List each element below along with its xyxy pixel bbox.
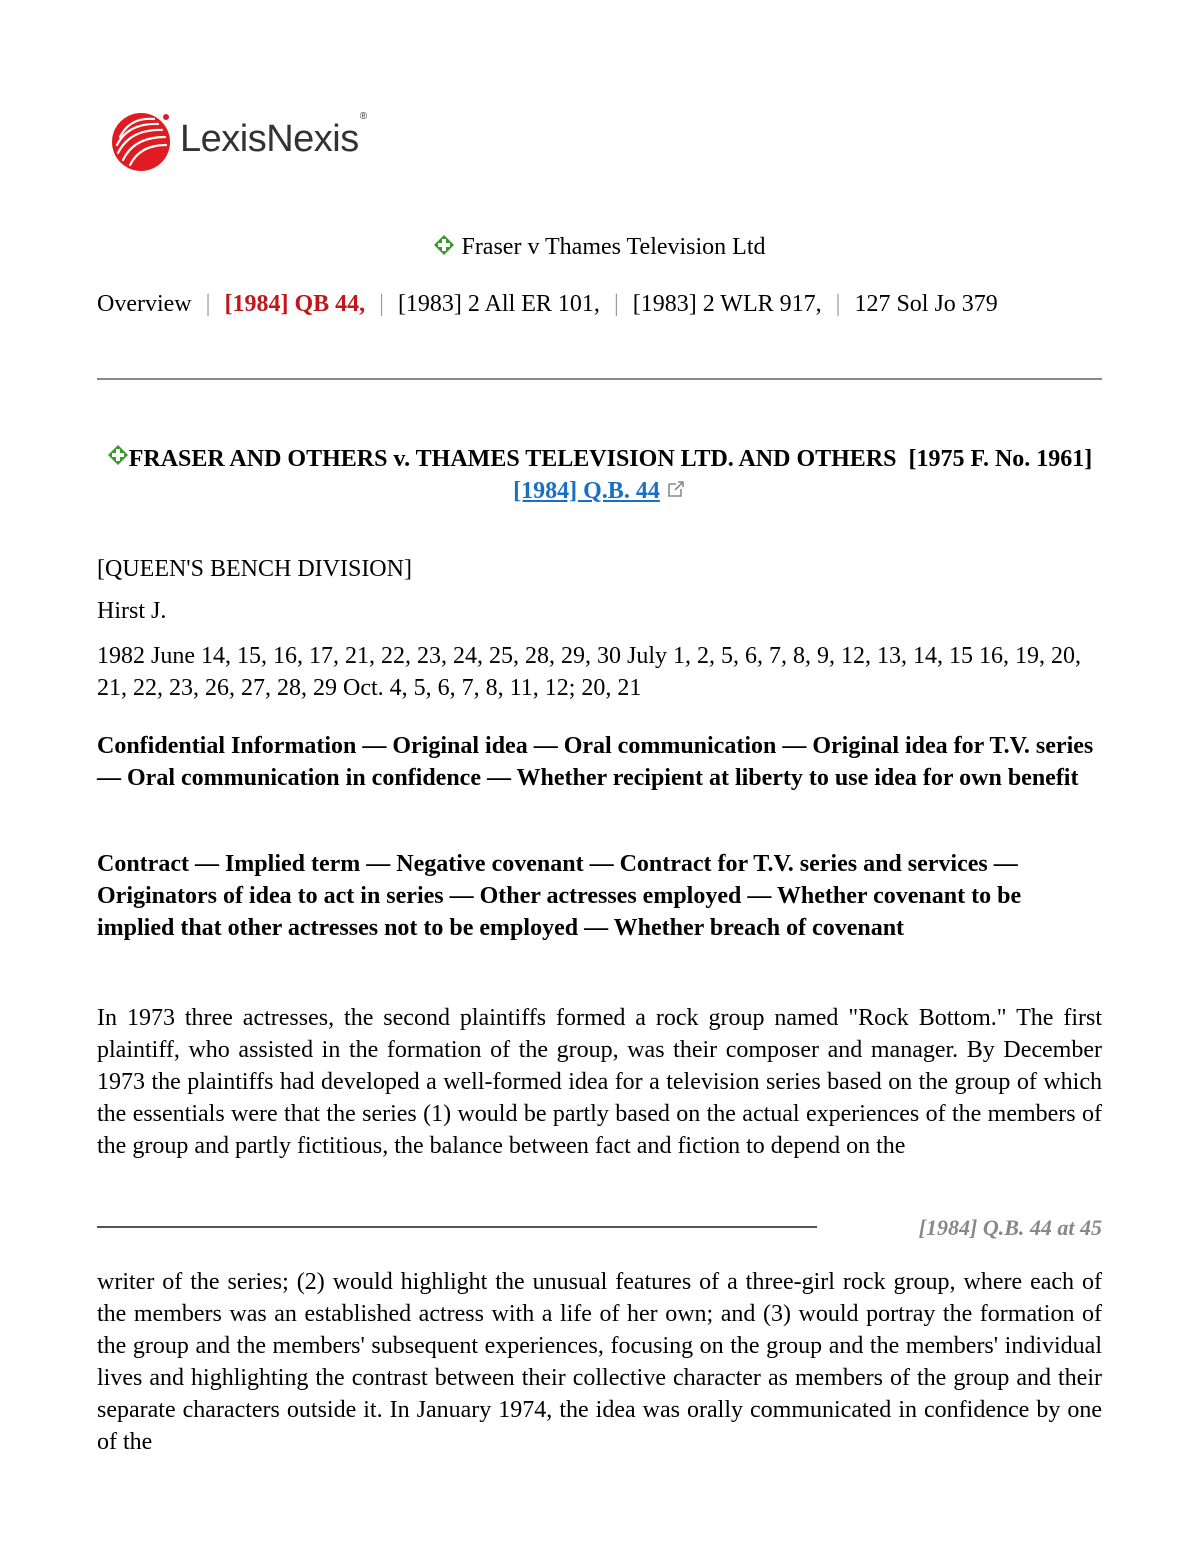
divider bbox=[97, 378, 1102, 380]
page-break-line bbox=[97, 1226, 817, 1228]
lexisnexis-logo-mark bbox=[108, 107, 174, 173]
lexisnexis-logo bbox=[108, 105, 367, 175]
document-title: Fraser v Thames Television Ltd bbox=[97, 232, 1102, 262]
citation-overview-link[interactable]: Overview bbox=[97, 291, 192, 317]
separator: | bbox=[379, 291, 384, 317]
separator: | bbox=[205, 291, 211, 317]
separator: | bbox=[613, 291, 619, 317]
report-citation-link[interactable]: [1984] Q.B. 44 bbox=[513, 478, 660, 504]
citation-sol-jo-link[interactable]: 127 Sol Jo 379 bbox=[854, 291, 998, 317]
green-plus-icon bbox=[107, 444, 129, 466]
citation-all-er-link[interactable]: [1983] 2 All ER 101, bbox=[397, 291, 600, 317]
citation-qb-link[interactable]: [1984] QB 44, bbox=[224, 291, 366, 317]
court-name: [QUEEN'S BENCH DIVISION] bbox=[97, 556, 412, 582]
logo-brand-text: LexisNexis® bbox=[180, 110, 367, 160]
judge-name: Hirst J. bbox=[97, 598, 167, 624]
case-heading bbox=[97, 443, 1102, 507]
external-link-icon[interactable] bbox=[666, 479, 686, 499]
page-break-marker bbox=[97, 1212, 1102, 1244]
headnote-paragraph-continued: writer of the series; (2) would highlight the unusual features of a three-girl rock group, where each of the members was an established actress with a life of her own; and (3) would portray the formation of the group and the members' subsequent experiences, focusing on the group and the members' individual lives and highlighting the contrast between their collective character as members of the group and their separate characters outside it. In January 1974, the idea was orally communicated in confidence by one of the bbox=[97, 1269, 1102, 1455]
headnote-paragraph: In 1973 three actresses, the second plaintiffs formed a rock group named "Rock Bottom." The first plaintiff, who assisted in the formation of the group, was their composer and manager. By December 1973 the plaintiffs had developed a well-formed idea for a television series based on the group of which the essentials were that the series (1) would be partly based on the actual experiences of the members of the group and partly fictitious, the balance between fact and fiction to depend on the bbox=[97, 1005, 1102, 1159]
catchwords-confidential-information: Confidential Information — Original idea — Oral communication — Original idea for T.V. series — Oral communication in confidence — Whether recipient at liberty to use idea for own benefit bbox=[97, 733, 1094, 791]
case-file-number: [1975 F. No. 1961] bbox=[908, 446, 1093, 472]
green-plus-icon bbox=[433, 234, 455, 256]
citation-nav bbox=[97, 288, 1102, 320]
citation-wlr-link[interactable]: [1983] 2 WLR 917, bbox=[632, 291, 822, 317]
page-pinpoint: [1984] Q.B. 44 at 45 bbox=[918, 1215, 1102, 1240]
hearing-dates: 1982 June 14, 15, 16, 17, 21, 22, 23, 24, 25, 28, 29, 30 July 1, 2, 5, 6, 7, 8, 9, 12, 13, 14, 15 16, 19, 20, 21, 22, 23, 26, 27, 28, 29 Oct. 4, 5, 6, 7, 8, 11, 12; 20, 21 bbox=[97, 643, 1081, 701]
catchwords-contract: Contract — Implied term — Negative covenant — Contract for T.V. series and services — Originators of idea to act in series — Other actresses employed — Whether covenant to be implied that other actresses not to be employed — Whether breach of covenant bbox=[97, 851, 1022, 941]
case-title: FRASER AND OTHERS v. THAMES TELEVISION LTD. AND OTHERS bbox=[128, 446, 897, 472]
separator: | bbox=[835, 291, 841, 317]
